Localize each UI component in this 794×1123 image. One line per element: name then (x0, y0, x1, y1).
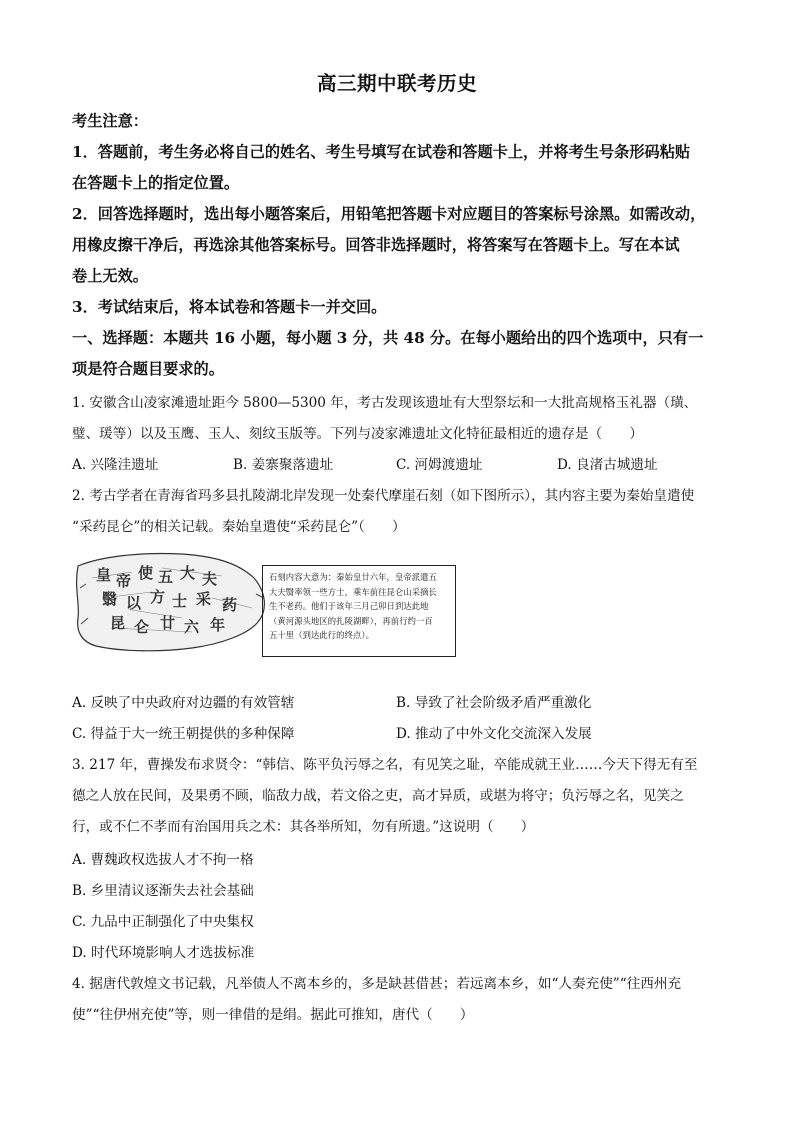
question-4-stem: 使”“往伊州充使”等，则一律借的是绢。据此可推知，唐代（ ） (72, 1007, 474, 1023)
svg-text:六: 六 (184, 618, 200, 636)
svg-text:士: 士 (172, 592, 188, 610)
section-header: 一、选择题：本题共 16 小题，每小题 3 分，共 48 分。在每小题给出的四个选项中，只有一 (72, 329, 704, 347)
q2-option-b[interactable]: B. 导致了社会阶级矛盾严重激化 (396, 695, 592, 711)
caption-line: 五十里（到达此行的终点）。 (269, 630, 375, 640)
caption-line: 生不老药。他们于该年三月己卯日到达此地 (269, 601, 429, 611)
notice-line: 3．考试结束后，将本试卷和答题卡一并交回。 (72, 298, 387, 316)
question-3-stem: 3. 217 年，曹操发布求贤令：“韩信、陈平负污辱之名，有见笑之耻，卒能成就王业……今天下得无有至 (72, 757, 698, 773)
inscription-caption-box (262, 565, 456, 657)
svg-text:夫: 夫 (202, 570, 218, 588)
notice-line: 卷上无效。 (72, 267, 148, 285)
question-2-stem: 2. 考古学者在青海省玛多县扎陵湖北岸发现一处秦代摩崖石刻（如下图所示），其内容主要为秦始皇遣使 (72, 488, 695, 504)
q2-option-d[interactable]: D. 推动了中外文化交流深入发展 (396, 726, 592, 742)
q3-option-a[interactable]: A. 曹魏政权选拔人才不拘一格 (72, 852, 254, 868)
q3-option-c[interactable]: C. 九品中正制强化了中央集权 (72, 914, 254, 930)
question-1-stem: 1. 安徽含山凌家滩遗址距今 5800—5300 年，考古发现该遗址有大型祭坛和一大批高规格玉礼器（璜、 (72, 395, 698, 411)
svg-text:翳: 翳 (102, 590, 118, 608)
svg-text:大: 大 (180, 564, 196, 582)
notice-line: 2．回答选择题时，选出每小题答案后，用铅笔把答题卡对应题目的答案标号涂黑。如需改动， (72, 205, 706, 223)
notice-line: 1．答题前，考生务必将自己的姓名、考生号填写在试卷和答题卡上，并将考生号条形码粘贴 (72, 143, 691, 161)
page-title: 高三期中联考历史 (316, 72, 477, 95)
svg-text:以: 以 (126, 594, 142, 612)
q3-option-d[interactable]: D. 时代环境影响人才选拔标准 (72, 945, 255, 961)
svg-text:采: 采 (196, 590, 212, 608)
notice-line: 在答题卡上的指定位置。 (72, 174, 240, 192)
q1-option-b[interactable]: B. 姜寨聚落遗址 (233, 457, 334, 473)
caption-line: 大夫翳率领一些方士，乘车前往昆仑山采摘长 (269, 586, 437, 597)
question-4-stem: 4. 据唐代敦煌文书记载，凡举债人不离本乡的，多是缺甚借甚；若远离本乡，如“人奏充使”“往西州充 (72, 976, 682, 992)
question-3-stem: 行，或不仁不孝而有治国用兵之术：其各举所知，勿有所遗。”这说明（ ） (72, 819, 535, 835)
q1-option-d[interactable]: D. 良渚古城遗址 (557, 457, 658, 473)
caption-line: 石刻内容大意为：秦始皇廿六年，皇帝派遣五 (269, 572, 437, 582)
svg-text:皇: 皇 (96, 566, 112, 584)
question-2-stem: “采药昆仑”的相关记载。秦始皇遣使“采药昆仑”（ ） (72, 519, 406, 535)
rock-inscription-figure (72, 548, 462, 658)
svg-text:药: 药 (222, 596, 238, 614)
svg-text:年: 年 (210, 616, 226, 634)
q1-option-a[interactable]: A. 兴隆洼遗址 (72, 457, 159, 473)
section-header: 项是符合题目要求的。 (72, 360, 224, 378)
caption-line: （黄河源头地区的扎陵湖畔），再前行约一百 (269, 615, 433, 626)
svg-text:廿: 廿 (160, 614, 176, 632)
q1-option-c[interactable]: C. 河姆渡遗址 (396, 457, 483, 473)
notice-heading: 考生注意： (72, 112, 148, 130)
notice-line: 用橡皮擦干净后，再选涂其他答案标号。回答非选择题时，将答案写在答题卡上。写在本试 (72, 236, 680, 254)
svg-text:仑: 仑 (134, 618, 150, 636)
q2-option-a[interactable]: A. 反映了中央政府对边疆的有效管辖 (72, 695, 295, 711)
svg-text:方: 方 (150, 588, 166, 606)
q2-option-c[interactable]: C. 得益于大一统王朝提供的多种保障 (72, 726, 295, 742)
svg-text:五: 五 (158, 568, 174, 586)
svg-text:昆: 昆 (110, 614, 126, 632)
svg-text:帝: 帝 (116, 572, 132, 590)
question-3-stem: 德之人放在民间，及果勇不顾，临敌力战，若文俗之吏，高才异质，或堪为将守；负污辱之名，见笑之 (72, 788, 684, 804)
rock-carving-image (72, 548, 272, 658)
svg-text:使: 使 (138, 564, 154, 582)
q3-option-b[interactable]: B. 乡里清议逐渐失去社会基础 (72, 883, 254, 899)
question-1-stem: 璧、瑗等）以及玉鹰、玉人、刻纹玉版等。下列与凌家滩遗址文化特征最相近的遗存是（ ） (72, 426, 643, 442)
